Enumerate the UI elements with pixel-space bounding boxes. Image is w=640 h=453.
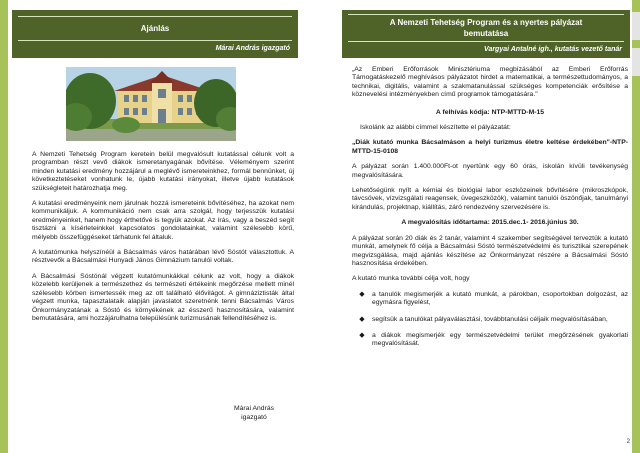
grant-paragraph: A pályázat során 1.400.000Ft-ot nyertünk egy 60 órás, iskolán kívüli tevékenység megvalósítására.: [352, 163, 628, 179]
right-header-subtitle: Vargyai Antalné igh., kutatás vezető tanár: [484, 46, 622, 53]
signature-name: Márai András: [233, 405, 275, 412]
equipment-paragraph: Lehetőségünk nyílt a kémiai és biológiai labor eszközeinek bővítésére (mikroszkópok, távcsövek, vízvizsgálati reagensek, üvegeszközök), valamint tanulói öszönőjak, tanulmányi kirándulás, projektnap, kiállítás, záró rendezvény szervezésére is.: [352, 187, 628, 211]
page-number: 2: [626, 439, 630, 445]
list-item: [352, 291, 628, 308]
header-title-line: A Nemzeti Tehetség Program és a nyertes pályázat: [389, 18, 583, 27]
header-rule: [348, 14, 624, 15]
left-edge-strip: [0, 0, 8, 453]
period-heading: A megvalósítás időtartama: 2015.dec.1- 2016.június 30.: [401, 219, 579, 227]
edge-tab: [632, 48, 640, 76]
header-rule: [348, 41, 624, 42]
bullet-icon: ◆: [359, 290, 365, 298]
bullet-icon: ◆: [359, 331, 365, 339]
goals-intro: A kutató munka további célja volt, hogy: [352, 275, 470, 283]
right-header-band: [342, 10, 630, 58]
header-title-line: bemutatása: [463, 29, 509, 38]
paragraph: A kutatási eredményeink nem járulnak hozzá ismereteink bővítéséhez, ha azokat nem kommunikáljuk. A kommunikáció nem csak arra szolgál, hogy terjesszük kutatási eredményeinket, hanem hogy érthetővé is tegyük azokat. Az írás, vagy a beszéd segít tisztázni a kísérleteinkkel kapcsolatos gondolatainkat, valamint szélesebb körű, mélyebb összefüggéseket tárhatunk fel általuk.: [32, 200, 294, 241]
left-header-subtitle: Márai András igazgató: [215, 45, 290, 52]
call-code-heading: A felhívás kódja: NTP-MTTD-M-15: [435, 108, 545, 116]
left-page: [0, 0, 302, 453]
header-rule: [18, 40, 292, 41]
right-edge-strip: [632, 0, 640, 453]
list-item: [352, 316, 628, 324]
signature-title: igazgató: [241, 414, 267, 421]
project-title: „Diák kutató munka Bácsalmáson a helyi turizmus életre keltése érdekében"-NTP-MTTD-15-0108: [352, 139, 628, 155]
right-page: [338, 0, 640, 453]
left-header-title: Ajánlás: [140, 24, 170, 33]
list-item-text: a tanulók megismerjék a kutató munkát, a párokban, csoportokban dolgozást, az egymásra figyelést,: [372, 290, 628, 307]
left-body-text: [32, 151, 294, 330]
right-body-text: [352, 66, 628, 357]
list-item-text: a diákok megismerjék egy természetvédelmi terület megőrzésének gyakorlati megvalósítását.: [372, 331, 628, 348]
left-header-band: [12, 10, 298, 58]
list-item: [352, 332, 628, 349]
participants-paragraph: A pályázat során 20 diák és 2 tanár, valamint 4 szakember segítségével terveztük a kutató munkát, amelynek fő célja a Bácsalmási Sóstó természetvédelmi és turisztikai szerepének megvizsgálása, majd ajánlás készítése az Önkormányzat részére a Bácsalmási Sóstó hasznosítása érdekében.: [352, 234, 628, 267]
school-building-photo: [66, 67, 236, 141]
intro-quote: „Az Emberi Erőforrások Minisztériuma megbízásából az Emberi Erőforrás Támogatáskezelő meghívásos pályázatot hirdet a matematikai, a természettudományos, a technikai, digitális, valamint a szakmatanulással szükséges kompetenciák erősítése a köznevelési intézményekben című programok támogatására.": [352, 66, 628, 99]
paragraph: A Bácsalmási Sóstónál végzett kutatómunkákkal célunk az volt, hogy a diákok közelebb kerüljenek a természethez és természeti értékeink megőrzése mellett minél szélesebb körben ismertessék meg az ott található élővilágot. A gimnáziztisták által végzett munka, tapasztalataik alapján javaslatot szeretnénk tenni Bácsalmás Város Önkormányzatának a Sóstó és környékének az ésszerű hasznosítására, valamint bemutatására, ami hozzájárulhatna településünk turizmusának fellendítéséhez is.: [32, 272, 294, 322]
list-item-text: segítsük a tanulókat pályaválasztási, továbbtanulási céljaik megvalósításában,: [372, 315, 608, 323]
bullet-icon: ◆: [359, 315, 365, 323]
signature-block: [214, 404, 294, 422]
paragraph: A Nemzeti Tehetség Program keretein belül megvalósult kutatással célunk volt a programban részt vevő diákok ismeretanyagának bővítése. Véleményem szerint minden kutatási eredmény hozzájárul a meglévő ismereteinkhez, formál bennünket, új következtetéseket vonhatunk le, újabb kutatási irányokat, illetve újabb kutatások szükségleteit határozhatja meg.: [32, 151, 294, 192]
school-line: Iskolánk az alábbi címmel készítette el pályázatát:: [360, 124, 511, 132]
edge-tab: [632, 12, 640, 40]
header-rule: [18, 16, 292, 17]
right-header-title: [342, 18, 630, 38]
page-gutter: [302, 0, 338, 453]
paragraph: A kutatómunka helyszínéül a Bácsalmás város határában lévő Sóstót választottuk. A résztvevők a Bácsalmási Hunyadi János Gimnázium tanulói voltak.: [32, 249, 294, 265]
